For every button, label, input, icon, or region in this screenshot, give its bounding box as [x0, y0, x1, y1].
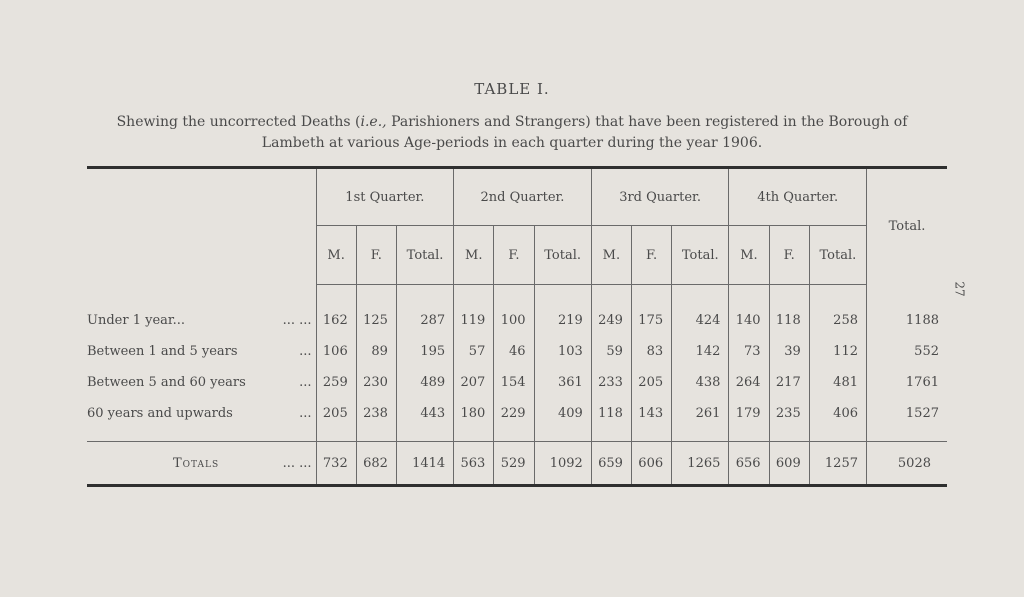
table-cell: 103 [534, 336, 591, 367]
row-label-cell [87, 398, 316, 429]
table-cell: 180 [454, 398, 494, 429]
table-cell: 125 [356, 285, 396, 337]
table-cell: 154 [494, 367, 534, 398]
table-cell: 238 [356, 398, 396, 429]
spacer-cell [316, 429, 356, 442]
header-q1-total: Total. [396, 226, 453, 285]
header-grand-total: Total. [867, 168, 948, 285]
table-cell: 59 [591, 336, 631, 367]
table-cell: 249 [591, 285, 631, 337]
table-cell: 230 [356, 367, 396, 398]
table-cell: 361 [534, 367, 591, 398]
header-q2-f: F. [494, 226, 534, 285]
subtitle-text-start: Shewing the uncorrected Deaths ( [116, 114, 361, 130]
table-cell: 443 [396, 398, 453, 429]
table-cell: 217 [769, 367, 809, 398]
table-cell: 235 [769, 398, 809, 429]
spacer-cell [87, 429, 316, 442]
table-cell: 406 [809, 398, 866, 429]
spacer-cell [672, 429, 729, 442]
spacer-cell [809, 429, 866, 442]
header-q4-m: M. [729, 226, 769, 285]
table-cell: 39 [769, 336, 809, 367]
totals-row [87, 442, 947, 486]
row-label: Under 1 year... [87, 312, 186, 328]
subtitle-ie: i.e., [360, 114, 387, 130]
totals-cell: 1092 [534, 442, 591, 486]
table-cell: 481 [809, 367, 866, 398]
table-cell: 175 [631, 285, 671, 337]
row-dots: ... ... [282, 312, 312, 328]
table-cell: 264 [729, 367, 769, 398]
table-cell: 409 [534, 398, 591, 429]
header-q3-m: M. [591, 226, 631, 285]
row-grand-total: 552 [867, 336, 948, 367]
totals-dots: ... ... [282, 455, 312, 471]
table-body [87, 285, 947, 430]
header-q2-total: Total. [534, 226, 591, 285]
spacer-cell [494, 429, 534, 442]
totals-cell: 1257 [809, 442, 866, 486]
table-cell: 89 [356, 336, 396, 367]
table-cell: 259 [316, 367, 356, 398]
table-cell: 438 [672, 367, 729, 398]
table-cell: 219 [534, 285, 591, 337]
spacer-cell [454, 429, 494, 442]
table-cell: 258 [809, 285, 866, 337]
spacer-cell [396, 429, 453, 442]
table-cell: 207 [454, 367, 494, 398]
table-cell: 140 [729, 285, 769, 337]
header-quarter-4: 4th Quarter. [729, 168, 867, 226]
table-cell: 106 [316, 336, 356, 367]
row-grand-total: 1527 [867, 398, 948, 429]
table-cell: 489 [396, 367, 453, 398]
header-quarter-2: 2nd Quarter. [454, 168, 592, 226]
table-cell: 142 [672, 336, 729, 367]
table-cell: 112 [809, 336, 866, 367]
row-grand-total: 1188 [867, 285, 948, 337]
table-cell: 287 [396, 285, 453, 337]
row-label: Between 1 and 5 years [87, 344, 238, 359]
totals-cell: 563 [454, 442, 494, 486]
table-cell: 205 [631, 367, 671, 398]
spacer-cell [534, 429, 591, 442]
spacer-cell [769, 429, 809, 442]
table-cell: 46 [494, 336, 534, 367]
subtitle-text-end: Parishioners and Strangers) that have been registered in the Borough of Lambeth at various Age-periods in each quarter during the year 1906. [261, 114, 908, 151]
table-cell: 57 [454, 336, 494, 367]
header-q4-f: F. [769, 226, 809, 285]
spacer-cell [356, 429, 396, 442]
table-row [87, 398, 947, 429]
row-label-cell [87, 285, 316, 337]
header-quarter-1: 1st Quarter. [316, 168, 454, 226]
header-q2-m: M. [454, 226, 494, 285]
spacer-row [87, 429, 947, 442]
row-dots: ... [299, 344, 312, 359]
header-q4-total: Total. [809, 226, 866, 285]
header-q1-m: M. [316, 226, 356, 285]
totals-cell: 1414 [396, 442, 453, 486]
page-number: 27 [952, 281, 967, 297]
table-cell: 424 [672, 285, 729, 337]
totals-cell: 656 [729, 442, 769, 486]
table-cell: 233 [591, 367, 631, 398]
table-subtitle [100, 112, 924, 154]
totals-cell: 732 [316, 442, 356, 486]
table-title: TABLE I. [474, 80, 550, 98]
totals-label: Totals [173, 455, 220, 471]
row-label-cell [87, 336, 316, 367]
header-row-quarters [87, 168, 947, 226]
totals-cell: 529 [494, 442, 534, 486]
totals-cell-grand: 5028 [867, 442, 948, 486]
table-cell: 118 [769, 285, 809, 337]
spacer-cell [591, 429, 631, 442]
table-cell: 100 [494, 285, 534, 337]
row-label: 60 years and upwards [87, 406, 233, 421]
table-cell: 261 [672, 398, 729, 429]
table-cell: 73 [729, 336, 769, 367]
table-cell: 118 [591, 398, 631, 429]
spacer-cell [867, 429, 948, 442]
totals-cell: 659 [591, 442, 631, 486]
spacer-cell [631, 429, 671, 442]
table-cell: 179 [729, 398, 769, 429]
row-dots: ... [299, 375, 312, 390]
row-dots: ... [299, 406, 312, 421]
table-row [87, 285, 947, 337]
header-q3-f: F. [631, 226, 671, 285]
header-blank [87, 168, 316, 285]
totals-cell: 609 [769, 442, 809, 486]
table-cell: 143 [631, 398, 671, 429]
totals-cell: 682 [356, 442, 396, 486]
spacer-cell [729, 429, 769, 442]
table-row [87, 367, 947, 398]
table-row [87, 336, 947, 367]
row-label: Between 5 and 60 years [87, 375, 246, 390]
totals-cell: 606 [631, 442, 671, 486]
header-q1-f: F. [356, 226, 396, 285]
table-cell: 83 [631, 336, 671, 367]
table-cell: 229 [494, 398, 534, 429]
row-label-cell [87, 367, 316, 398]
table-cell: 162 [316, 285, 356, 337]
row-grand-total: 1761 [867, 367, 948, 398]
table-cell: 205 [316, 398, 356, 429]
header-q3-total: Total. [672, 226, 729, 285]
totals-label-cell [87, 442, 316, 486]
table-cell: 119 [454, 285, 494, 337]
deaths-table [87, 166, 947, 487]
header-quarter-3: 3rd Quarter. [591, 168, 729, 226]
table-cell: 195 [396, 336, 453, 367]
totals-cell: 1265 [672, 442, 729, 486]
